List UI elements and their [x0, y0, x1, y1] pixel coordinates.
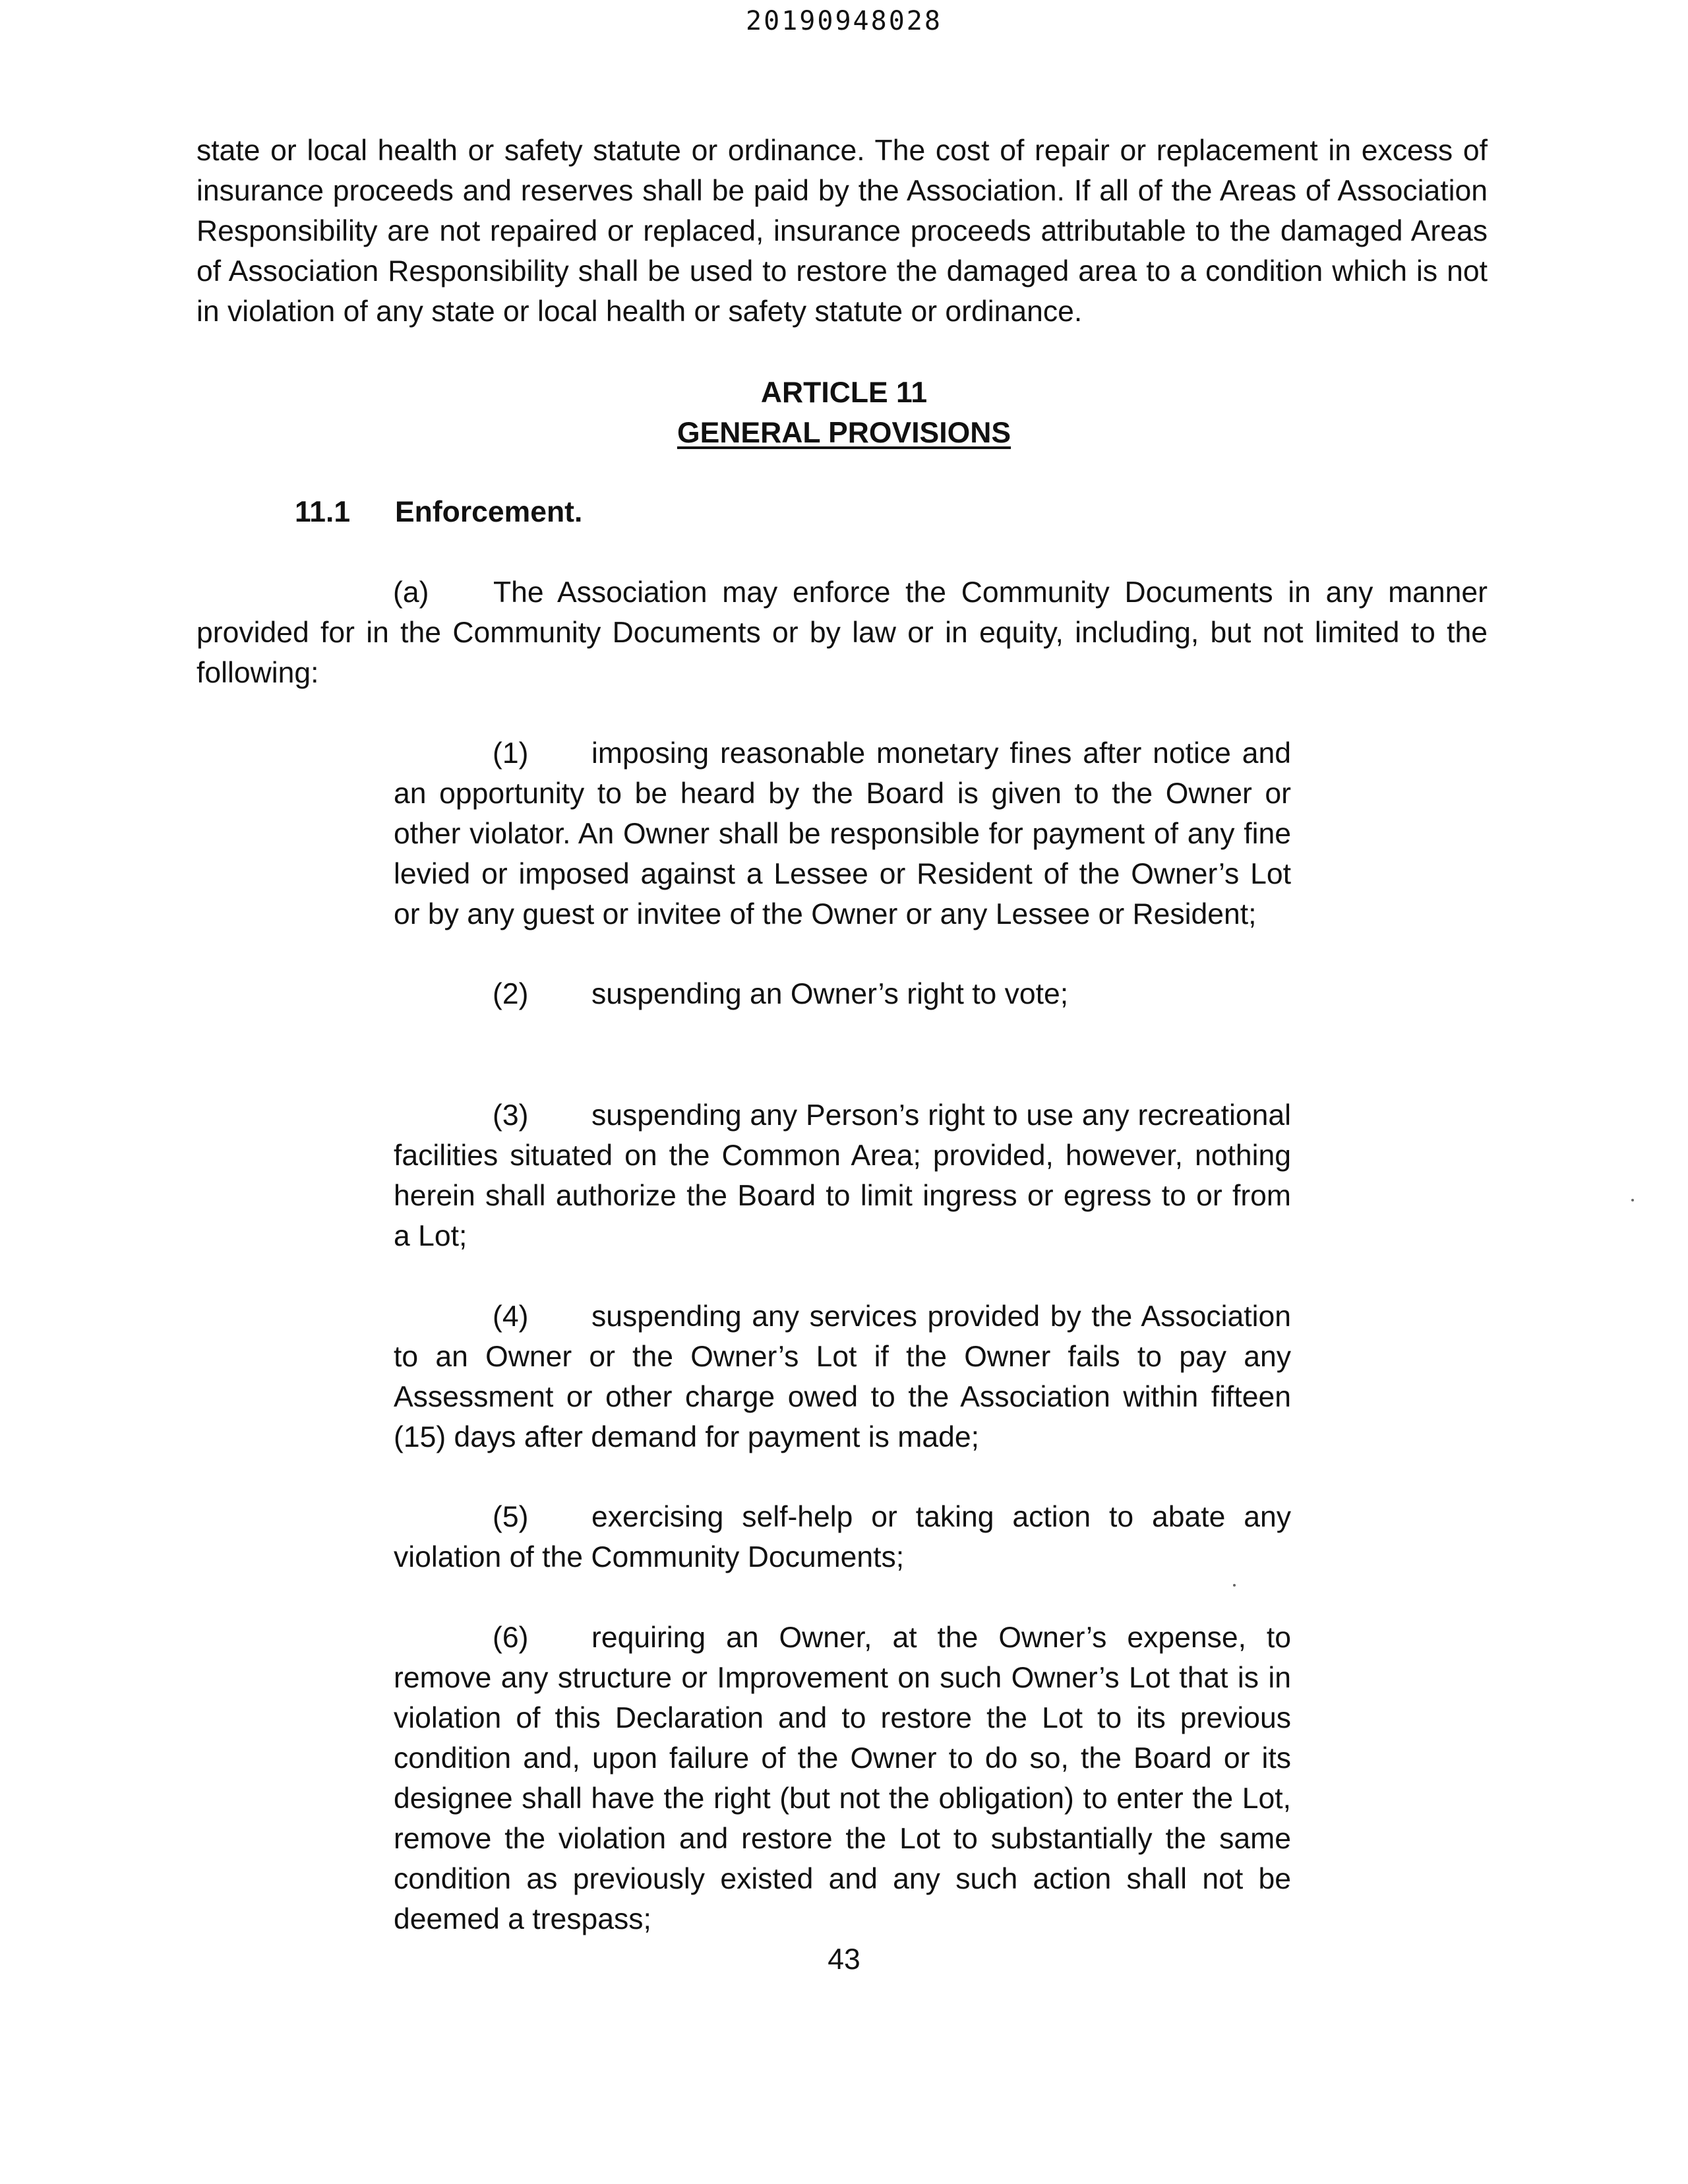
subsection-a [196, 572, 1488, 693]
list-item-text: requiring an Owner, at the Owner’s expense, to remove any structure or Improvement on such Owner’s Lot that is in violation of this Declaration and to restore the Lot to its previous condition and, upon failure of the Owner to do so, the Board or its designee shall have the right (but not the obligation) to enter the Lot, remove the violation and restore the Lot to substantially the same condition as previously existed and any such action shall not be deemed a trespass; [394, 1622, 1291, 1935]
list-item-text: suspending any services provided by the Association to an Owner or the Owner’s Lot if the Owner fails to pay any Assessment or other charge owed to the Association within fifteen (15) days after demand for payment is made; [394, 1300, 1291, 1453]
list-item-label: (4) [493, 1300, 529, 1333]
subsection-a-text: The Association may enforce the Community Documents in any manner provided for in the Community Documents or by law or in equity, including, but not limited to the following: [196, 576, 1488, 689]
list-item-label: (6) [493, 1622, 529, 1654]
page-number: 43 [828, 1943, 860, 1976]
article-title [0, 413, 1688, 453]
list-item-label: (2) [493, 978, 529, 1010]
section-title: Enforcement. [395, 496, 583, 528]
list-item [394, 974, 1291, 1014]
list-item [394, 1618, 1291, 1939]
list-item-label: (3) [493, 1099, 529, 1132]
article-title-text: GENERAL PROVISIONS [677, 417, 1011, 449]
list-item-text: suspending any Person’s right to use any recreational facilities situated on the Common Area; provided, however, nothing herein shall authorize the Board to limit ingress or egress to or from a Lot; [394, 1099, 1291, 1252]
list-item-text: suspending an Owner’s right to vote; [591, 978, 1069, 1010]
list-item [394, 1497, 1291, 1577]
scan-speck [1233, 1584, 1236, 1587]
section-number: 11.1 [295, 496, 351, 528]
list-item-label: (5) [493, 1501, 529, 1533]
document-number: 20190948028 [746, 6, 942, 36]
list-item [394, 733, 1291, 934]
list-item-label: (1) [493, 737, 529, 770]
list-item [394, 1296, 1291, 1457]
scan-speck [1631, 1199, 1634, 1201]
subsection-a-label: (a) [393, 576, 429, 609]
article-number: ARTICLE 11 [760, 377, 928, 409]
list-item-text: exercising self-help or taking action to abate any violation of the Community Documents; [394, 1501, 1291, 1573]
section-heading [295, 492, 582, 532]
list-item-text: imposing reasonable monetary fines after notice and an opportunity to be heard by the Board is given to the Owner or other violator. An Owner shall be responsible for payment of any fine levied or imposed against a Lessee or Resident of the Owner’s Lot or by any guest or invitee of the Owner or any Lessee or Resident; [394, 737, 1291, 930]
intro-paragraph: state or local health or safety statute or ordinance. The cost of repair or replacement in excess of insurance proceeds and reserves shall be paid by the Association. If all of the Areas of Association Responsibility are not repaired or replaced, insurance proceeds attributable to the damaged Areas of Association Responsibility shall be used to restore the damaged area to a condition which is not in violation of any state or local health or safety statute or ordinance. [196, 135, 1488, 328]
list-item [394, 1095, 1291, 1256]
